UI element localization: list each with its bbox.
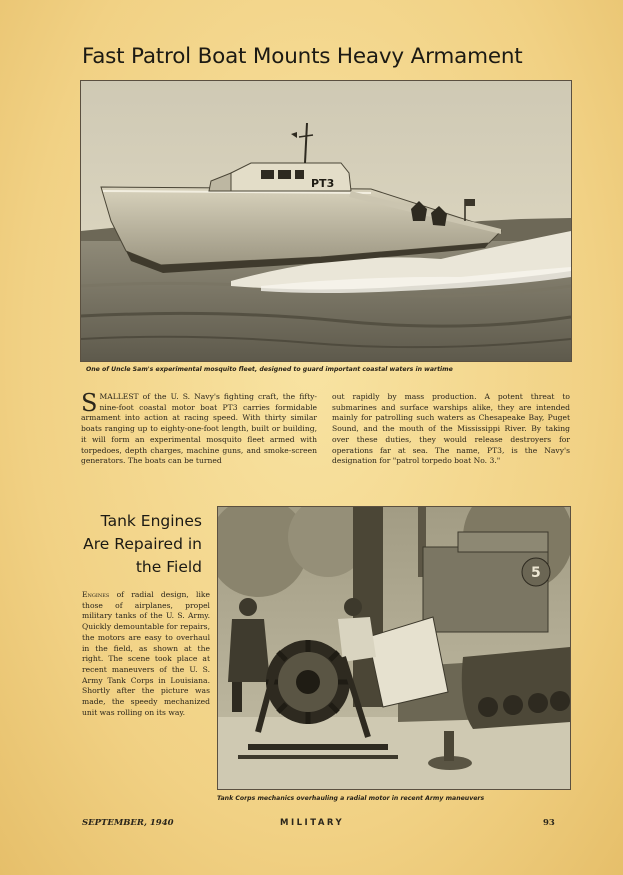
- tank-photo-caption: Tank Corps mechanics overhauling a radial motor in recent Army maneuvers: [217, 795, 485, 802]
- footer-section: MILITARY: [280, 818, 345, 828]
- headline: Fast Patrol Boat Mounts Heavy Armament: [82, 44, 523, 69]
- article2-text: of radial design, like those of airplanes, propel military tanks of the U. S. Army. Quickly demountable for repairs, the motors are easy to overhaul in the field, as shown at the right. The scene took place at recent maneuvers of the U. S. Army Tank Corps in Louisiana. Shortly after the picture was made, the speedy mechanized unit was rolling on its way.: [82, 590, 210, 717]
- dropcap: S: [81, 389, 98, 417]
- boat-photo-caption: One of Uncle Sam's experimental mosquito fleet, designed to guard important coastal waters in wartime: [86, 366, 453, 373]
- article2-body: [82, 590, 210, 718]
- tank-subhead: Tank Engines Are Repaired in the Field: [83, 512, 202, 576]
- footer-date: SEPTEMBER, 1940: [82, 818, 174, 828]
- article2-lead: Engines: [82, 590, 110, 599]
- article1-column-1: [81, 389, 317, 467]
- page-number: 93: [543, 818, 555, 828]
- patrol-boat-photo: [80, 80, 572, 362]
- pt3-hull-marking: PT3: [311, 177, 335, 190]
- tank-number-marking: 5: [531, 565, 541, 581]
- article1-text-1: MALLEST of the U. S. Navy's fighting craft, the fifty-nine-foot coastal motor boat PT3 carries formidable armament into action at racing speed. With thirty similar boats ranging up to eighty-one-foot length, built or building, it will form an experimental mosquito fleet armed with torpedoes, depth charges, machine guns, and smoke-screen generators. The boats can be turned: [81, 392, 317, 466]
- article1-column-2: out rapidly by mass production. A potent threat to submarines and surface warships alike, they are intended mainly for patrolling such waters as Chesapeake Bay, Puget Sound, and the mouth of the Mississippi River. By taking over these duties, they would release destroyers for operations far at sea. The name, PT3, is the Navy's designation for "patrol torpedo boat No. 3.": [332, 392, 570, 466]
- tank-engine-photo: [217, 506, 571, 790]
